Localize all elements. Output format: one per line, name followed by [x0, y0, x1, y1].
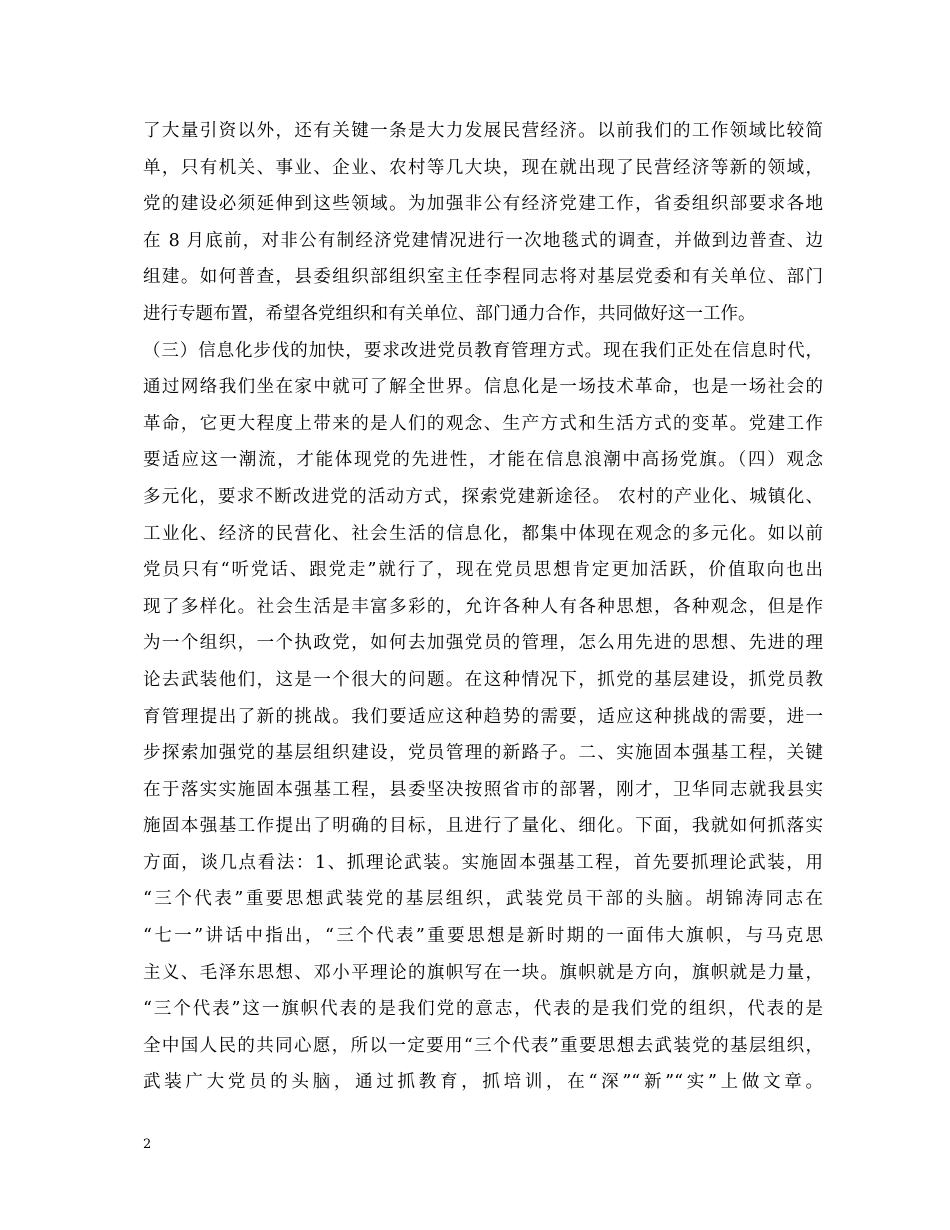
- text-line: 工业化、经济的民营化、社会生活的信息化，都集中体现在观念的多元化。如以前: [143, 523, 823, 544]
- text-line: 武装广大党员的头脑，通过抓教育，抓培训，在“深”“新”“实”上做文章。: [143, 1072, 823, 1093]
- text-line: 步探索加强党的基层组织建设，党员管理的新路子。二、实施固本强基工程，关键: [143, 743, 823, 764]
- text-line: 全中国人民的共同心愿，所以一定要用“三个代表”重要思想去武装党的基层组织，: [143, 1035, 823, 1056]
- text-line: “三个代表”这一旗帜代表的是我们党的意志，代表的是我们党的组织，代表的是: [143, 999, 823, 1020]
- text-line: 论去武装他们，这是一个很大的问题。在这种情况下，抓党的基层建设，抓党员教: [143, 669, 823, 690]
- text-line: 在于落实实施固本强基工程，县委坚决按照省市的部署，刚才，卫华同志就我县实: [143, 779, 823, 800]
- text-line: 革命，它更大程度上带来的是人们的观念、生产方式和生活方式的变革。党建工作: [143, 413, 823, 434]
- text-line: 现了多样化。社会生活是丰富多彩的，允许各种人有各种思想，各种观念，但是作: [143, 596, 823, 617]
- text-line: 方面，谈几点看法：1、抓理论武装。实施固本强基工程，首先要抓理论武装，用: [143, 852, 823, 873]
- text-line: “七一”讲话中指出，“三个代表”重要思想是新时期的一面伟大旗帜，与马克思: [143, 926, 823, 947]
- text-line: 进行专题布置，希望各党组织和有关单位、部门通力合作，共同做好这一工作。: [143, 303, 756, 324]
- text-line: 施固本强基工作提出了明确的目标，且进行了量化、细化。下面，我就如何抓落实: [143, 816, 823, 837]
- text-line: 在 8 月底前，对非公有制经济党建情况进行一次地毯式的调查，并做到边普查、边: [143, 230, 823, 251]
- text-line: “三个代表”重要思想武装党的基层组织，武装党员干部的头脑。胡锦涛同志在: [143, 889, 823, 910]
- text-line: 党的建设必须延伸到这些领域。为加强非公有经济党建工作，省委组织部要求各地: [143, 194, 823, 215]
- text-line: 育管理提出了新的挑战。我们要适应这种趋势的需要，适应这种挑战的需要，进一: [143, 706, 823, 727]
- page-number: 2: [143, 1137, 152, 1152]
- body-text: [143, 113, 823, 1101]
- text-line: 通过网络我们坐在家中就可了解全世界。信息化是一场技术革命，也是一场社会的: [143, 377, 823, 398]
- text-line: 多元化，要求不断改进党的活动方式，探索党建新途径。 农村的产业化、城镇化、: [143, 486, 823, 507]
- text-line: 了大量引资以外，还有关键一条是大力发展民营经济。以前我们的工作领域比较简: [143, 121, 823, 141]
- text-line: 主义、毛泽东思想、邓小平理论的旗帜写在一块。旗帜就是方向，旗帜就是力量，: [143, 962, 823, 983]
- text-line: 党员只有“听党话、跟党走”就行了，现在党员思想肯定更加活跃，价值取向也出: [143, 560, 823, 581]
- text-line: （三）信息化步伐的加快，要求改进党员教育管理方式。现在我们正处在信息时代，: [143, 340, 823, 361]
- text-line: 要适应这一潮流，才能体现党的先进性，才能在信息浪潮中高扬党旗。（四）观念: [143, 450, 823, 471]
- text-line: 组建。如何普查，县委组织部组织室主任李程同志将对基层党委和有关单位、部门: [143, 267, 823, 288]
- text-line: 为一个组织，一个执政党，如何去加强党员的管理，怎么用先进的思想、先进的理: [143, 633, 823, 654]
- text-line: 单，只有机关、事业、企业、农村等几大块，现在就出现了民营经济等新的领域，: [143, 157, 823, 178]
